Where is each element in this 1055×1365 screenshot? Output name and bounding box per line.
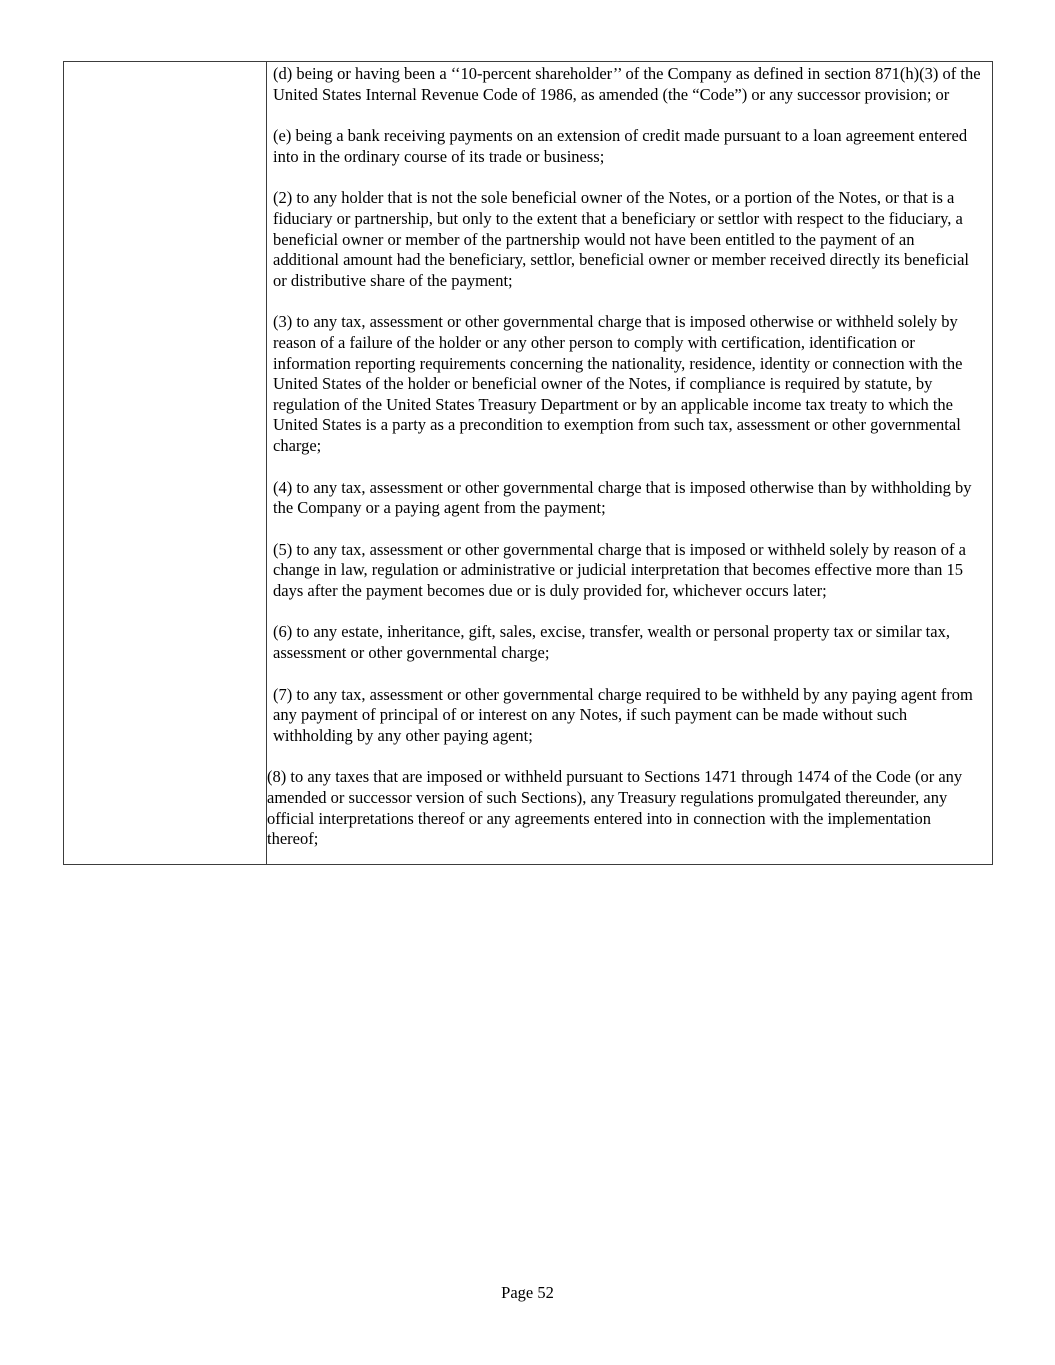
provisions-table	[63, 61, 993, 865]
clause-e: (e) being a bank receiving payments on an extension of credit made pursuant to a loan agreement entered into in the ordinary course of its trade or business;	[273, 126, 968, 166]
table-text-column	[267, 62, 992, 864]
clause-8: (8) to any taxes that are imposed or withheld pursuant to Sections 1471 through 1474 of the Code (or any amended or successor version of such Sections), any Treasury regulations promulgated thereunder, any official interpretations thereof or any agreements entered into in connection with the implementation thereof;	[267, 767, 963, 849]
page-number: Page 52	[501, 1283, 554, 1302]
clause-6: (6) to any estate, inheritance, gift, sales, excise, transfer, wealth or personal property tax or similar tax, assessment or other governmental charge;	[273, 622, 950, 663]
clause-7: (7) to any tax, assessment or other governmental charge required to be withheld by any paying agent from any payment of principal of or interest on any Notes, if such payment can be made without such withholding by any other paying agent;	[273, 684, 973, 745]
clause-4: (4) to any tax, assessment or other governmental charge that is imposed otherwise than by withholding by the Company or a paying agent from the payment;	[273, 477, 972, 518]
clause-d: (d) being or having been a ‘‘10-percent shareholder’’ of the Company as defined in section 871(h)(3) of the United States Internal Revenue Code of 1986, as amended (the “Code”) or any successor provision; or	[273, 64, 981, 104]
clause-5: (5) to any tax, assessment or other governmental charge that is imposed or withheld solely by reason of a change in law, regulation or administrative or judicial interpretation that becomes effective more than 15 days after the payment becomes due or is duly provided for, whichever occurs later;	[273, 539, 966, 600]
clause-3: (3) to any tax, assessment or other governmental charge that is imposed otherwise or withheld solely by reason of a failure of the holder or any other person to comply with certification, identification or information reporting requirements concerning the nationality, residence, identity or connection with the United States of the holder or beneficial owner of the Notes, if compliance is required by statute, by regulation of the United States Treasury Department or by an applicable income tax treaty to which the United States is a party as a precondition to exemption from such tax, assessment or other governmental charge;	[273, 312, 963, 455]
clause-2: (2) to any holder that is not the sole beneficial owner of the Notes, or a portion of the Notes, or that is a fiduciary or partnership, but only to the extent that a beneficiary or settlor with respect to the fiduciary, a beneficial owner or member of the partnership would not have been entitled to the payment of an additional amount had the beneficiary, settlor, beneficial owner or member received directly its beneficial or distributive share of the payment;	[273, 188, 970, 290]
table-left-column	[64, 62, 267, 864]
